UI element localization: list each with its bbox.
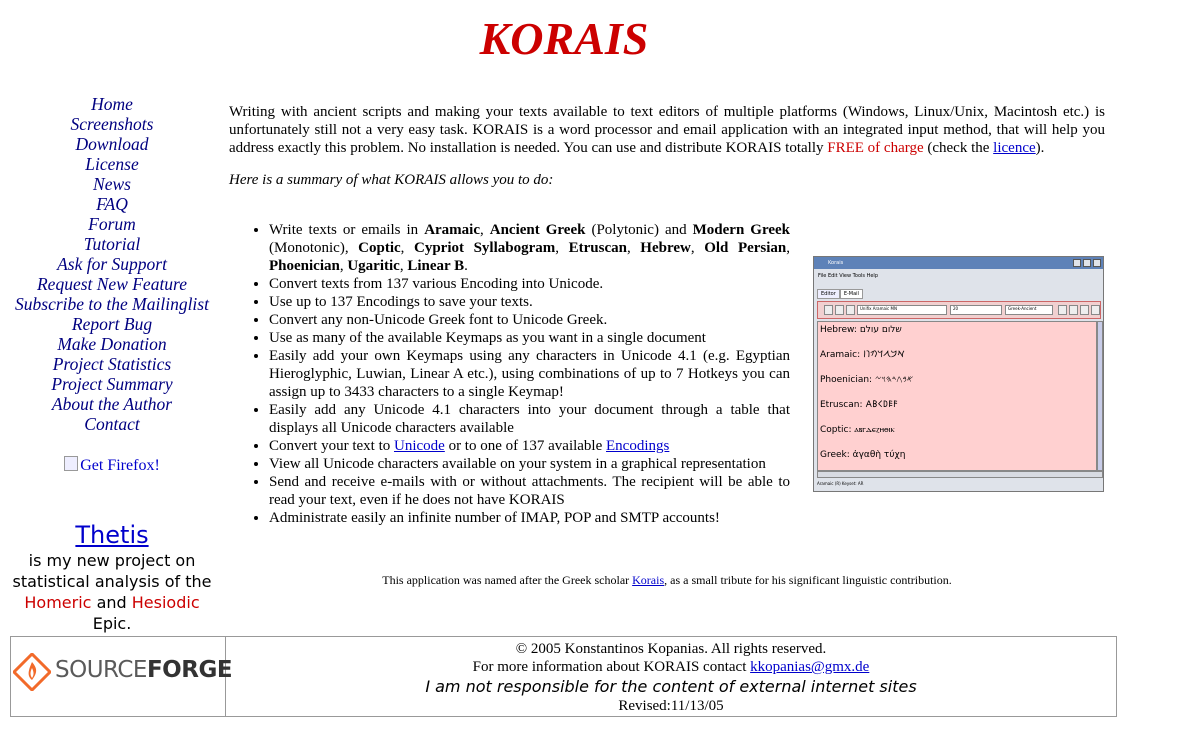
script-name: Old Persian xyxy=(704,240,787,256)
footer-info xyxy=(226,637,1116,715)
hesiodic-text: Hesiodic xyxy=(131,593,200,612)
nav-make-donation[interactable]: Make Donation xyxy=(57,334,167,354)
nav-project-statistics[interactable]: Project Statistics xyxy=(52,354,172,374)
thetis-line-4: Epic. xyxy=(92,614,132,633)
unicode-link[interactable]: Unicode xyxy=(393,438,445,454)
script-name: Ancient Greek xyxy=(489,222,586,238)
toolbar-icon-3 xyxy=(1080,305,1089,315)
screenshot-window-title: Korais xyxy=(828,260,844,266)
email-link[interactable]: kkopanias@gmx.de xyxy=(750,659,870,675)
screenshot-size-select: 20 xyxy=(950,305,1002,315)
intro-text-1: Writing with ancient scripts and making your texts available to text editors of multiple platforms (Windows, Linux/Unix, Macintosh etc.) is unfortunately still not a very easy task. KORAIS is a word processor and email application with an integrated input method, that will help you address exactly this problem. No installation is needed. You can use and distribute KORAIS totally xyxy=(229,104,1105,156)
and-text: and xyxy=(96,593,127,612)
screenshot-row: Etruscan: 𐌀𐌁𐌂𐌃𐌄𐌅 xyxy=(820,400,898,410)
tribute-text-1: This application was named after the Greek scholar xyxy=(382,573,633,587)
maximize-icon xyxy=(1083,259,1091,267)
screenshot-vertical-scrollbar xyxy=(1097,321,1103,471)
sourceforge-logo-icon xyxy=(13,653,51,691)
get-firefox-badge xyxy=(0,456,224,475)
screenshot-toolbar xyxy=(817,301,1101,319)
script-name: Modern Greek xyxy=(692,222,790,238)
screenshot-horizontal-scrollbar xyxy=(817,471,1103,478)
screenshot-menubar: File Edit View Tools Help xyxy=(818,273,878,279)
main-content xyxy=(229,103,1105,189)
nav-download[interactable]: Download xyxy=(75,134,149,154)
thetis-line-1: is my new project on xyxy=(28,551,196,570)
screenshot-font-select: Unifix Aramaic MN xyxy=(857,305,947,315)
tribute-note xyxy=(229,573,1105,588)
nav-request-new-feature[interactable]: Request New Feature xyxy=(36,274,187,294)
toolbar-icon-4 xyxy=(1091,305,1100,315)
feature-item: • Convert texts from 137 various Encoding into Unicode. xyxy=(269,275,790,293)
app-screenshot[interactable] xyxy=(813,256,1104,492)
screenshot-tabs xyxy=(817,289,863,299)
bold-icon xyxy=(824,305,833,315)
intro-text-3: ). xyxy=(1035,140,1045,156)
screenshot-row: Aramaic: 𐡀𐡁𐡂𐡃𐡄𐡅𐡆 xyxy=(820,350,905,360)
screenshot-row: Hebrew: שלום עולם xyxy=(820,325,902,335)
feature-text: (Polytonic) and xyxy=(585,222,693,238)
contact-line xyxy=(226,658,1116,676)
feature-text: or to one of 137 available xyxy=(444,438,607,454)
feature-text: , xyxy=(480,222,490,238)
get-firefox-label: Get Firefox! xyxy=(80,457,160,474)
minimize-icon xyxy=(1073,259,1081,267)
licence-link[interactable]: licence xyxy=(993,140,1036,156)
thetis-line-2: statistical analysis of the xyxy=(12,572,212,591)
broken-image-icon xyxy=(64,456,78,471)
toolbar-icon-1 xyxy=(1058,305,1067,315)
sourceforge-text-b: FORGE xyxy=(146,657,233,683)
disclaimer-text: I am not responsible for the content of external internet sites xyxy=(425,677,917,696)
feature-text: , xyxy=(786,240,791,256)
sidebar-nav xyxy=(0,94,224,434)
revised-date: Revised:11/13/05 xyxy=(618,698,724,714)
sourceforge-text-a: SOURCE xyxy=(55,657,147,683)
screenshot-statusbar: Aramaic (R) Keyset: AR xyxy=(817,481,864,486)
sourceforge-badge[interactable] xyxy=(11,637,233,716)
feature-item: • View all Unicode characters available on your system in a graphical representation xyxy=(269,455,790,473)
feature-item xyxy=(269,437,790,455)
feature-text: , xyxy=(399,258,408,274)
korais-link[interactable]: Korais xyxy=(632,573,665,587)
page-title: KORAIS xyxy=(479,13,649,64)
contact-text: For more information about KORAIS contact xyxy=(472,659,751,675)
nav-home[interactable]: Home xyxy=(91,94,133,114)
nav-tutorial[interactable]: Tutorial xyxy=(83,234,141,254)
summary-heading: Here is a summary of what KORAIS allows you to do: xyxy=(229,172,554,188)
intro-text-2: (check the xyxy=(923,140,994,156)
sourceforge-wordmark xyxy=(55,657,232,683)
nav-news[interactable]: News xyxy=(93,174,131,194)
get-firefox-link[interactable] xyxy=(64,457,160,474)
script-name: Linear B xyxy=(407,258,465,274)
feature-text: (Monotonic), xyxy=(269,240,359,256)
underline-icon xyxy=(846,305,855,315)
footer xyxy=(10,636,1117,717)
feature-text: , xyxy=(339,258,348,274)
feature-item: • Easily add any Unicode 4.1 characters into your document through a table that displays all Unicode characters available xyxy=(269,401,790,437)
script-name: Aramaic xyxy=(424,222,480,238)
close-icon xyxy=(1093,259,1101,267)
feature-item: • Administrate easily an infinite number of IMAP, POP and SMTP accounts! xyxy=(269,509,790,527)
toolbar-icon-2 xyxy=(1069,305,1078,315)
screenshot-tab-editor: Editor xyxy=(817,289,840,299)
nav-ask-for-support[interactable]: Ask for Support xyxy=(57,254,167,274)
screenshot-document xyxy=(817,321,1097,471)
screenshot-keymap-select: Greek-Ancient xyxy=(1005,305,1053,315)
feature-text: , xyxy=(626,240,641,256)
feature-list xyxy=(229,221,790,527)
free-of-charge-text: FREE of charge xyxy=(827,140,924,156)
nav-license[interactable]: License xyxy=(85,154,139,174)
nav-report-bug[interactable]: Report Bug xyxy=(71,314,153,334)
feature-item: • Use up to 137 Encodings to save your texts. xyxy=(269,293,790,311)
copyright-text: © 2005 Konstantinos Kopanias. All rights reserved. xyxy=(515,641,827,657)
feature-text: , xyxy=(690,240,705,256)
thetis-promo xyxy=(0,520,224,634)
feature-text: , xyxy=(400,240,414,256)
thetis-line-3 xyxy=(0,592,224,613)
feature-item xyxy=(269,221,790,275)
script-name: Coptic xyxy=(358,240,401,256)
feature-text: Write texts or emails in xyxy=(269,222,425,238)
script-name: Phoenician xyxy=(269,258,340,274)
feature-text: . xyxy=(464,258,468,274)
nav-subscribe-mailinglist[interactable]: Subscribe to the Mailinglist xyxy=(15,294,209,314)
screenshot-row: Greek: ἀγαθὴ τύχη xyxy=(820,450,906,460)
homeric-text: Homeric xyxy=(24,593,92,612)
nav-about-the-author[interactable]: About the Author xyxy=(51,394,173,414)
feature-item: • Easily add your own Keymaps using any characters in Unicode 4.1 (e.g. Egyptian Hieroglyphic, Luwian, Linear A etc.), using combinations of up to 7 Hotkeys you can assign up to 3433 characters to a single Keymap! xyxy=(269,347,790,401)
intro-paragraph xyxy=(229,103,1105,157)
feature-text: Convert your text to xyxy=(269,438,394,454)
script-name: Etruscan xyxy=(568,240,627,256)
screenshot-titlebar xyxy=(814,257,1103,269)
script-name: Cypriot Syllabogram xyxy=(414,240,556,256)
screenshot-row: Phoenician: 𐤀𐤁𐤂𐤃𐤄𐤅𐤆 xyxy=(820,375,914,385)
screenshot-tab-email: E-Mail xyxy=(840,289,863,299)
nav-project-summary[interactable]: Project Summary xyxy=(51,374,173,394)
nav-contact[interactable]: Contact xyxy=(84,414,140,434)
feature-text: , xyxy=(555,240,569,256)
screenshot-row: Coptic: ⲁⲃⲅⲇⲉⲍⲏⲑⲓⲕ xyxy=(820,425,895,435)
italic-icon xyxy=(835,305,844,315)
feature-item: • Convert any non-Unicode Greek font to Unicode Greek. xyxy=(269,311,790,329)
nav-forum[interactable]: Forum xyxy=(88,214,136,234)
script-name: Hebrew xyxy=(640,240,691,256)
feature-item: • Use as many of the available Keymaps as you want in a single document xyxy=(269,329,790,347)
tribute-text-2: , as a small tribute for his significant linguistic contribution. xyxy=(664,573,952,587)
nav-faq[interactable]: FAQ xyxy=(96,194,128,214)
feature-item: • Send and receive e-mails with or without attachments. The recipient will be able to read your text, even if he does not have KORAIS xyxy=(269,473,790,509)
script-name: Ugaritic xyxy=(347,258,400,274)
nav-screenshots[interactable]: Screenshots xyxy=(70,114,154,134)
thetis-link[interactable]: Thetis xyxy=(75,521,149,549)
encodings-link[interactable]: Encodings xyxy=(606,438,670,454)
